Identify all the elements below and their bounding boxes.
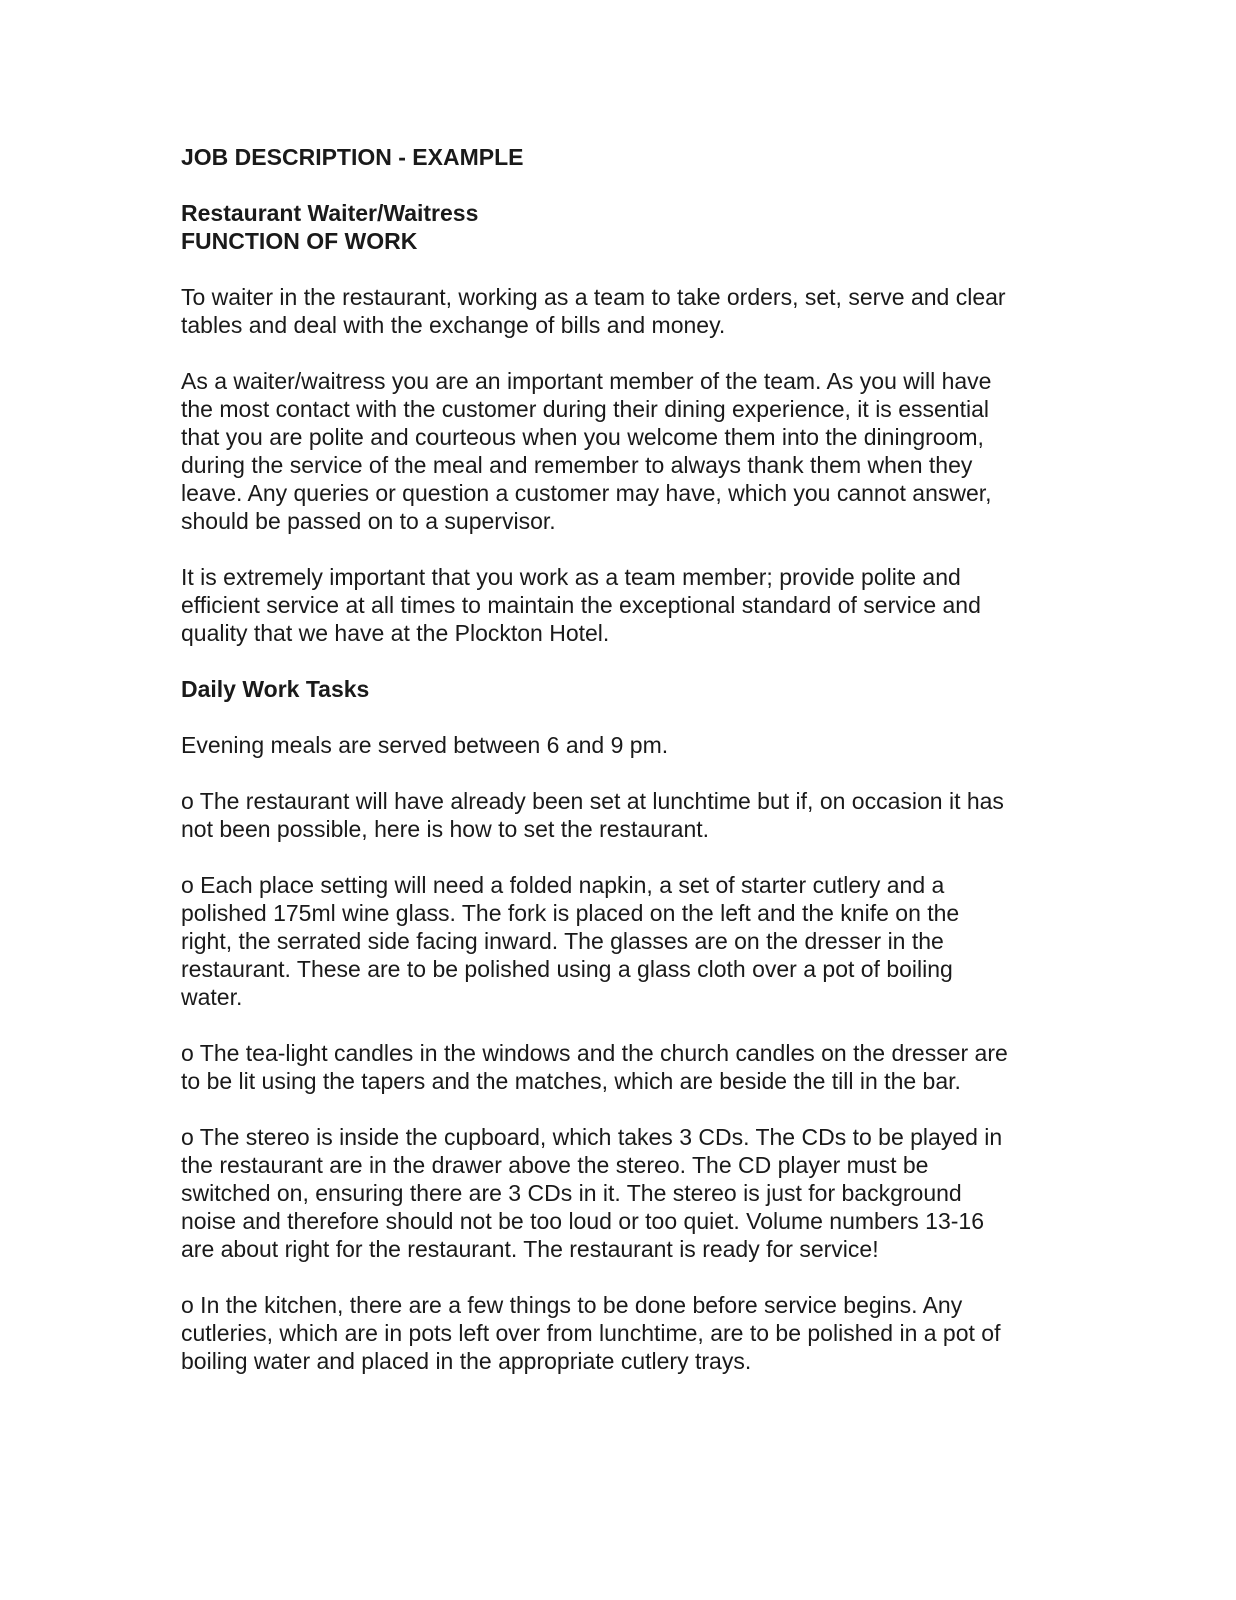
task-item: o In the kitchen, there are a few things to be done before service begins. Any cutleries, which are in pots left over from lunchtime, are to be polished in a pot of boiling water and placed in the appropriate cutlery trays. (181, 1292, 1001, 1374)
job-title: Restaurant Waiter/Waitress (181, 200, 479, 226)
function-paragraph: It is extremely important that you work as a team member; provide polite and efficient service at all times to maintain the exceptional standard of service and quality that we have at the Plockton Hotel. (181, 564, 981, 646)
document-body (181, 143, 1061, 1375)
function-paragraph: As a waiter/waitress you are an important member of the team. As you will have the most contact with the customer during their dining experience, it is essential that you are polite and courteous when you welcome them into the diningroom, during the service of the meal and remember to always thank them when they leave. Any queries or question a customer may have, which you cannot answer, should be passed on to a supervisor. (181, 368, 992, 534)
task-item: o The restaurant will have already been set at lunchtime but if, on occasion it has not been possible, here is how to set the restaurant. (181, 788, 1004, 842)
document-title: JOB DESCRIPTION - EXAMPLE (181, 144, 524, 170)
function-paragraph: To waiter in the restaurant, working as a team to take orders, set, serve and clear tables and deal with the exchange of bills and money. (181, 284, 1006, 338)
tasks-intro: Evening meals are served between 6 and 9 pm. (181, 732, 669, 758)
task-item: o The stereo is inside the cupboard, which takes 3 CDs. The CDs to be played in the restaurant are in the drawer above the stereo. The CD player must be switched on, ensuring there are 3 CDs in it. The stereo is just for background noise and therefore should not be too loud or too quiet. Volume numbers 13-16 are about right for the restaurant. The restaurant is ready for service! (181, 1124, 1003, 1262)
section-heading-function: FUNCTION OF WORK (181, 228, 418, 254)
task-item: o Each place setting will need a folded napkin, a set of starter cutlery and a polished 175ml wine glass. The fork is placed on the left and the knife on the right, the serrated side facing inward. The glasses are on the dresser in the restaurant. These are to be polished using a glass cloth over a pot of boiling water. (181, 872, 960, 1010)
section-heading-tasks: Daily Work Tasks (181, 676, 370, 702)
task-item: o The tea-light candles in the windows and the church candles on the dresser are to be lit using the tapers and the matches, which are beside the till in the bar. (181, 1040, 1008, 1094)
